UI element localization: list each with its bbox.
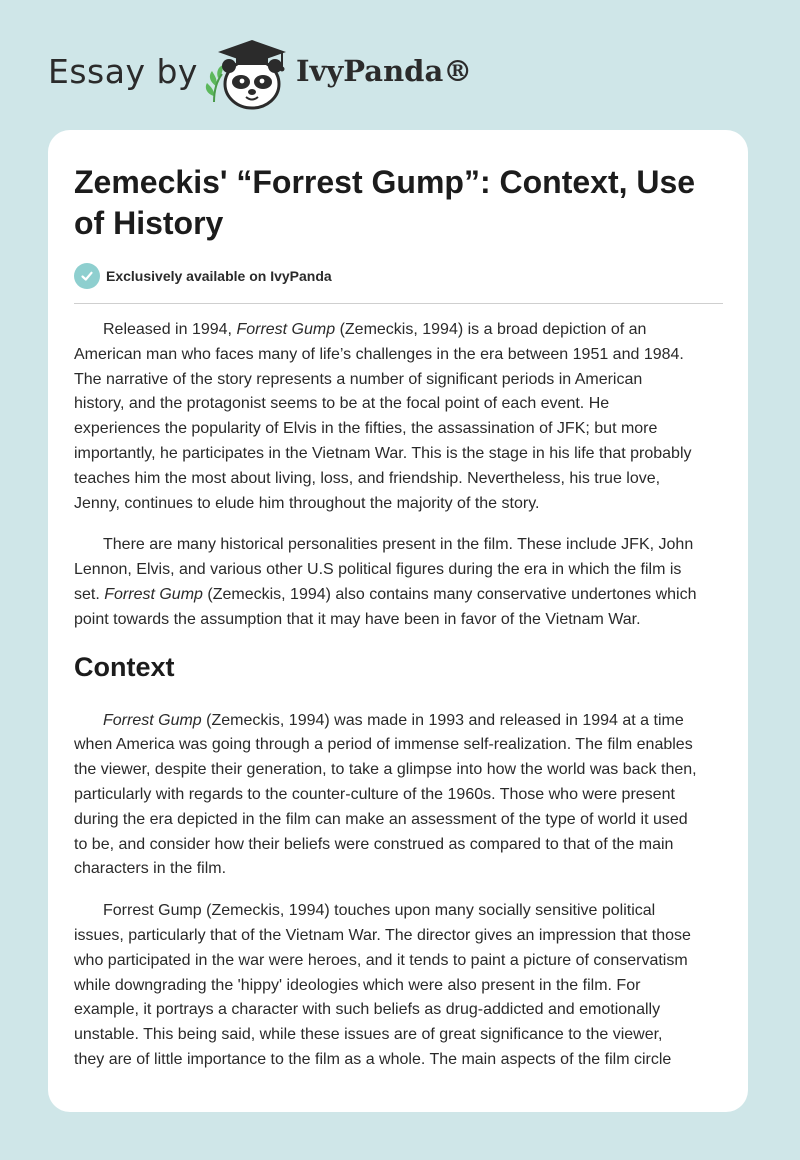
section-title-context: Context <box>74 651 175 682</box>
context-paragraphs <box>74 709 726 1073</box>
essay-body <box>74 318 726 1090</box>
paragraph-line: point towards the assumption that it may have been in favor of the Vietnam War. <box>74 610 641 628</box>
paragraph-line: The narrative of the story represents a number of significant periods in American <box>74 370 643 388</box>
paragraph-line: issues, particularly that of the Vietnam War. The director gives an impression that those <box>74 926 691 944</box>
paragraph-line: There are many historical personalities present in the film. These include JFK, John <box>103 536 694 554</box>
paragraph-line: history, and the protagonist seems to be at the focal point of each event. He <box>74 395 610 413</box>
paragraph-line: Jenny, continues to elude him throughout the majority of the story. <box>74 494 540 512</box>
paragraph-line: to be, and consider how their beliefs were construed as compared to that of the main <box>74 835 674 853</box>
paragraph-line: Forrest Gump (Zemeckis, 1994) was made in 1993 and released in 1994 at a time <box>103 711 684 729</box>
film-title: Forrest Gump <box>103 711 202 729</box>
essay-by-label: Essay by <box>48 52 198 91</box>
paragraph-line: set. Forrest Gump (Zemeckis, 1994) also contains many conservative undertones which <box>74 585 697 603</box>
paragraph-line: Forrest Gump (Zemeckis, 1994) touches upon many socially sensitive political <box>103 902 656 920</box>
essay-card <box>48 130 748 1112</box>
paragraph <box>74 709 726 883</box>
paragraph-line: when America was going through a period of immense self-realization. The film enables <box>74 736 693 754</box>
paragraph-line: experiences the popularity of Elvis in the fifties, the assassination of JFK; but more <box>74 420 658 438</box>
film-title: Forrest Gump <box>104 585 203 603</box>
paragraph-line: unstable. This being said, while these issues are of great significance to the viewer, <box>74 1026 663 1044</box>
paragraph-line: while downgrading the 'hippy' ideologies which were also present in the film. For <box>74 976 641 994</box>
paragraph-line: during the era depicted in the film can make an assessment of the type of world it used <box>74 810 688 828</box>
paragraph-line: particularly with regards to the counter-culture of the 1960s. Those who were present <box>74 785 675 803</box>
page-title: Zemeckis' “Forrest Gump”: Context, Use of History <box>74 164 696 241</box>
paragraph <box>74 899 726 1073</box>
paragraph-line: the viewer, despite their generation, to take a glimpse into how the world was back then, <box>74 761 697 779</box>
check-circle-icon <box>74 263 100 289</box>
paragraph-line: Released in 1994, Forrest Gump (Zemeckis, 1994) is a broad depiction of an <box>103 321 647 338</box>
exclusive-badge-label: Exclusively available on IvyPanda <box>106 268 332 284</box>
paragraph-line: example, it portrays a character with such beliefs as drug-addicted and emotionally <box>74 1001 661 1019</box>
paragraph-line: teaches him the most about living, loss, and friendship. Nevertheless, his true love, <box>74 469 661 487</box>
paragraph-line: American man who faces many of life’s challenges in the era between 1951 and 1984. <box>74 345 684 363</box>
brand-name[interactable]: IvyPanda® <box>296 54 473 88</box>
paragraph-line: Lennon, Elvis, and various other U.S political figures during the era in which the film is <box>74 561 682 579</box>
paragraph-line: they are of little importance to the film as a whole. The main aspects of the film circle <box>74 1050 672 1068</box>
paragraph <box>74 533 726 632</box>
paragraph-line: importantly, he participates in the Vietnam War. This is the stage in his life that probably <box>74 444 692 462</box>
paragraph-line: who participated in the war were heroes, and it tends to paint a picture of conservatism <box>74 951 688 969</box>
paragraph-line: characters in the film. <box>74 860 227 878</box>
exclusive-badge <box>74 263 332 289</box>
intro-paragraphs <box>74 318 726 633</box>
site-header <box>48 34 508 110</box>
divider <box>74 303 723 304</box>
paragraph <box>74 318 726 516</box>
panda-graduate-icon <box>202 34 290 110</box>
film-title: Forrest Gump <box>236 321 336 338</box>
